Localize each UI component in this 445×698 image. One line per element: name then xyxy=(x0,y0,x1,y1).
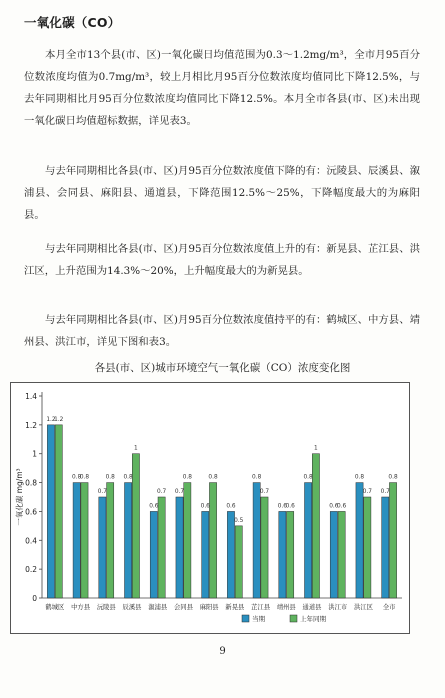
bar xyxy=(389,483,396,598)
data-label: 1 xyxy=(314,445,318,452)
y-tick-label: 1.2 xyxy=(25,420,37,430)
bar xyxy=(55,425,62,598)
data-label: 0.6 xyxy=(336,503,347,510)
bar xyxy=(279,511,286,598)
legend-label: 当期 xyxy=(252,615,265,623)
paragraph-summary: 本月全市13个县(市、区)一氧化碳日均值范围为0.3～1.2mg/m³，全市月95百分位数浓度均值为0.7mg/m³，较上月相比月95百分位数浓度均值同比下降12.5%，与去年同期相比月95百分位数浓度均值同比下降12.5%。本月全市各县(市、区)未出现一氧化碳日均值超标数据，详见表3。 xyxy=(24,49,420,127)
chart-title: 各县(市、区)城市环境空气一氧化碳（CO）浓度变化图 xyxy=(94,362,351,374)
data-label: 1.2 xyxy=(46,416,56,423)
x-tick-label: 通道县 xyxy=(302,604,322,611)
x-tick-label: 鹤城区 xyxy=(45,604,65,611)
legend-swatch xyxy=(290,615,297,622)
x-tick-label: 中方县 xyxy=(71,604,91,611)
bar xyxy=(364,497,371,598)
bar xyxy=(253,483,260,598)
bar xyxy=(227,511,234,598)
x-tick-label: 新晃县 xyxy=(225,604,245,611)
data-label: 0.6 xyxy=(149,503,159,510)
data-label: 0.7 xyxy=(380,489,390,495)
bar xyxy=(99,497,106,598)
y-tick-label: 1 xyxy=(32,449,37,459)
x-tick-label: 洪江市 xyxy=(328,604,348,611)
y-tick-label: 0.2 xyxy=(25,565,37,575)
bar xyxy=(150,511,157,598)
bar xyxy=(261,497,268,598)
y-tick-label: 0 xyxy=(32,594,37,603)
y-tick-label: 1.4 xyxy=(25,392,37,401)
bar xyxy=(287,511,294,598)
page-number: 9 xyxy=(219,646,226,657)
bar xyxy=(305,483,312,598)
data-label: 0.6 xyxy=(285,503,295,510)
data-label: 0.7 xyxy=(156,489,167,495)
data-label: 0.8 xyxy=(79,474,90,481)
bar xyxy=(356,483,363,598)
bar xyxy=(209,483,216,598)
x-tick-label: 辰溪县 xyxy=(122,604,142,611)
data-label: 0.6 xyxy=(277,503,288,510)
data-label: 0.8 xyxy=(123,474,133,481)
bar xyxy=(176,497,183,598)
bar xyxy=(132,454,139,598)
y-axis-label: 一氧化碳 mg/m³ xyxy=(15,468,24,526)
bar xyxy=(338,511,345,598)
data-label: 0.8 xyxy=(72,474,82,481)
x-tick-label: 沅陵县 xyxy=(96,604,116,611)
x-tick-label: 溆浦县 xyxy=(148,604,168,611)
y-tick-label: 0.4 xyxy=(25,536,37,546)
legend-label: 上年同期 xyxy=(300,615,326,623)
data-label: 0.8 xyxy=(303,474,313,481)
bar xyxy=(330,511,337,598)
bar xyxy=(47,425,54,598)
paragraph-increase: 与去年同期相比各县(市、区)月95百分位数浓度值上升的有：新晃县、芷江县、洪江区，上升范围为14.3%～20%，上升幅度最大的为新晃县。 xyxy=(24,243,420,277)
bar xyxy=(158,497,165,598)
data-label: 0.8 xyxy=(105,474,115,481)
data-label: 0.5 xyxy=(234,517,244,524)
x-tick-label: 麻阳县 xyxy=(199,604,219,611)
paragraph-decrease: 与去年同期相比各县(市、区)月95百分位数浓度值下降的有：沅陵县、辰溪县、溆浦县、会同县、麻阳县、通道县，下降范围12.5%～25%，下降幅度最大的为麻阳县。 xyxy=(24,165,420,221)
y-tick-label: 0.6 xyxy=(25,507,37,517)
bar xyxy=(184,483,191,598)
section-title: 一氧化碳（CO） xyxy=(24,15,121,30)
data-label: 0.7 xyxy=(97,489,108,495)
data-label: 0.7 xyxy=(362,489,372,495)
x-tick-label: 会同县 xyxy=(173,604,193,611)
data-label: 0.8 xyxy=(354,474,365,481)
x-tick-label: 全市 xyxy=(382,604,396,611)
x-tick-label: 靖州县 xyxy=(276,604,296,611)
bar xyxy=(312,454,319,598)
y-tick-label: 0.8 xyxy=(25,478,37,488)
bar xyxy=(81,483,88,598)
bar xyxy=(202,511,209,598)
data-label: 0.8 xyxy=(208,474,218,481)
bar xyxy=(125,483,132,598)
x-tick-label: 芷江县 xyxy=(251,604,271,611)
data-label: 0.6 xyxy=(200,503,210,510)
data-label: 0.8 xyxy=(252,474,262,481)
x-tick-label: 洪江区 xyxy=(353,604,373,611)
data-label: 1 xyxy=(134,445,138,452)
bar xyxy=(235,526,242,598)
bar xyxy=(382,497,389,598)
data-label: 0.8 xyxy=(388,474,398,481)
bar xyxy=(107,483,114,598)
legend-swatch xyxy=(242,615,249,622)
data-label: 1.2 xyxy=(54,416,64,423)
data-label: 0.8 xyxy=(182,474,192,481)
data-label: 0.7 xyxy=(174,489,185,495)
data-label: 0.6 xyxy=(226,503,236,510)
co-concentration-chart xyxy=(10,382,410,634)
data-label: 0.7 xyxy=(259,489,270,495)
paragraph-unchanged: 与去年同期相比各县(市、区)月95百分位数浓度值持平的有：鹤城区、中方县、靖州县、洪江市，详见下图和表3。 xyxy=(24,314,420,348)
data-label: 0.6 xyxy=(329,503,339,510)
bar xyxy=(73,483,80,598)
